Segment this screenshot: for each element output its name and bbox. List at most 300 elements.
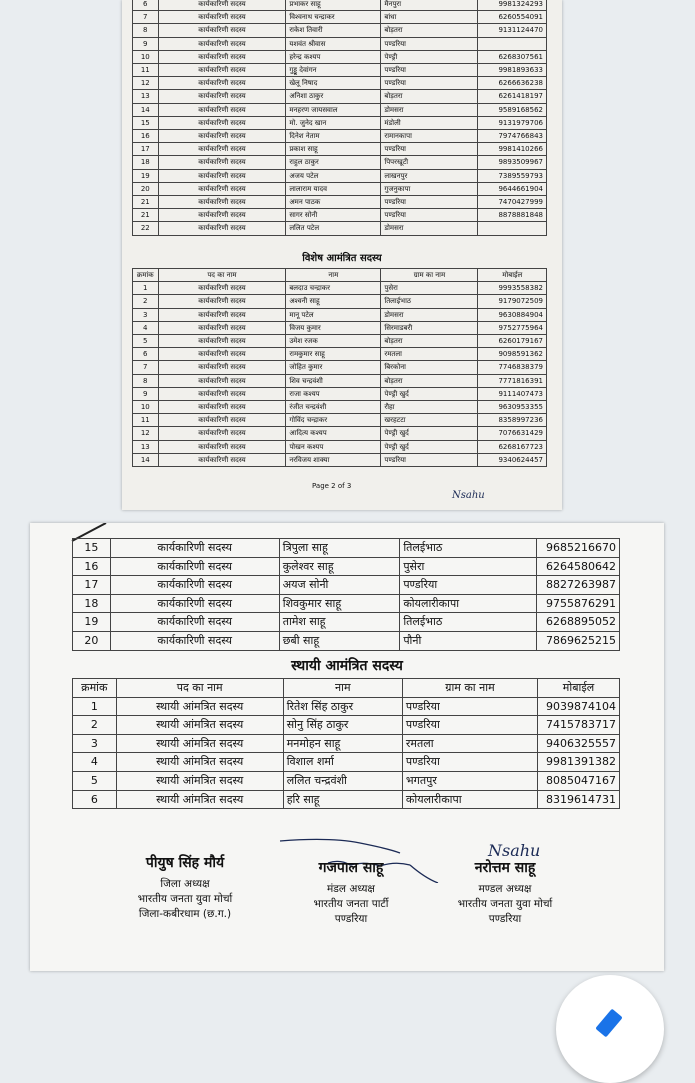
cell-mobile: 9981391382 [538,753,620,772]
table-row [73,790,620,809]
cell-post: स्थायी आंमत्रित सदस्य [116,716,283,735]
special-invited-heading: विशेष आमंत्रित सदस्य [302,253,382,264]
cell-post: कार्यकारिणी सदस्य [110,576,279,595]
cell-post: स्थायी आंमत्रित सदस्य [116,734,283,753]
table-row [133,37,547,50]
cell-post: कार्यकारिणी सदस्य [158,321,286,334]
cell-name: अजय पटेल [286,169,381,182]
cell-serial: 11 [133,64,159,77]
signatory-place: पण्डरिया [334,913,368,925]
cell-serial: 6 [73,790,117,809]
signatory-org: भारतीय जनता युवा मोर्चा [457,898,553,910]
cell-mobile: 8319614731 [538,790,620,809]
cell-name: रंजीत चन्द्रवंशी [286,401,381,414]
cell-name: अयज सोनी [279,576,400,595]
cell-village: रमतला [402,734,537,753]
cell-name: गोविंद चन्द्राकर [286,414,381,427]
document-page-2 [30,523,664,971]
cell-name: छबी साहू [279,631,400,650]
cell-post: कार्यकारिणी सदस्य [110,557,279,576]
header-post: पद का नाम [158,269,286,282]
cell-post: कार्यकारिणी सदस्य [158,24,286,37]
cell-post: कार्यकारिणी सदस्य [158,90,286,103]
table-row [73,557,620,576]
cell-serial: 12 [133,427,159,440]
cell-mobile: 9893509967 [478,156,547,169]
header-mobile: मोबाईल [478,269,547,282]
table-row [73,576,620,595]
table-row [133,401,547,414]
table-row [133,0,547,11]
cell-name: राजा कश्यप [286,387,381,400]
cell-post: कार्यकारिणी सदस्य [158,130,286,143]
signatory-name: पीयुष सिंह मौर्य [145,855,225,871]
cell-mobile: 9098591362 [478,348,547,361]
cell-village: रामानकापा [381,130,478,143]
table-row [133,414,547,427]
cell-mobile: 9406325557 [538,734,620,753]
cell-serial: 9 [133,37,159,50]
signatory-2 [276,861,426,927]
table-row [133,196,547,209]
header-mobile: मोबाईल [538,679,620,698]
cell-serial: 1 [133,282,159,295]
cell-post: कार्यकारिणी सदस्य [110,613,279,632]
cell-serial: 3 [133,308,159,321]
special-invited-table [132,268,547,467]
cell-post: कार्यकारिणी सदस्य [158,222,286,235]
cell-post: कार्यकारिणी सदस्य [110,631,279,650]
cell-village: भगतपुर [402,771,537,790]
table-row [133,427,547,440]
cell-mobile: 9685216670 [537,539,620,558]
table-row [133,182,547,195]
cell-serial: 18 [133,156,159,169]
cell-mobile: 9981410266 [478,143,547,156]
table-header-row [73,679,620,698]
header-village: ग्राम का नाम [402,679,537,698]
cell-mobile: 7076631429 [478,427,547,440]
cell-mobile: 8358997236 [478,414,547,427]
cell-serial: 6 [133,348,159,361]
table-row [73,734,620,753]
cell-village: पण्डरिया [381,37,478,50]
cell-village: पेण्ड्री [381,50,478,63]
cell-serial: 4 [133,321,159,334]
cell-post: कार्यकारिणी सदस्य [158,116,286,129]
header-serial: क्रमांक [73,679,117,698]
cell-serial: 9 [133,387,159,400]
cell-post: कार्यकारिणी सदस्य [110,594,279,613]
header-name: नाम [283,679,402,698]
cell-village: पण्डरिया [381,453,478,466]
cell-mobile: 9179072509 [478,295,547,308]
cell-name: सोनु सिंह ठाकुर [283,716,402,735]
cell-mobile: 9981893633 [478,64,547,77]
cell-post: कार्यकारिणी सदस्य [158,103,286,116]
cell-village: तिलईभाठ [400,539,537,558]
cell-serial: 1 [73,697,117,716]
table-row [133,103,547,116]
header-village: ग्राम का नाम [381,269,478,282]
cell-name: गुड्डू देवांगन [286,64,381,77]
cell-post: कार्यकारिणी सदस्य [158,64,286,77]
cell-name: हरेन्द्र कश्यप [286,50,381,63]
cell-mobile: 8827263987 [537,576,620,595]
cell-village: डोमसरा [381,308,478,321]
cell-post: कार्यकारिणी सदस्य [158,209,286,222]
cell-name: जोहित कुमार [286,361,381,374]
member-table-continued [72,538,620,651]
cell-name: दिनेश नेताम [286,130,381,143]
cell-village: पण्डरिया [381,77,478,90]
cell-name: बलदाउ चन्द्राकर [286,282,381,295]
header-name: नाम [286,269,381,282]
cell-village: बांधा [381,11,478,24]
cell-serial: 19 [133,169,159,182]
cell-mobile: 9039874104 [538,697,620,716]
cell-serial: 13 [133,90,159,103]
cell-village: बिरकोना [381,361,478,374]
table-row [133,169,547,182]
cell-mobile: 9589168562 [478,103,547,116]
cell-village: पण्डरिया [381,143,478,156]
cell-serial: 16 [133,130,159,143]
table-row [73,716,620,735]
table-row [133,64,547,77]
cell-serial: 3 [73,734,117,753]
cell-post: कार्यकारिणी सदस्य [110,539,279,558]
cell-mobile: 6261418197 [478,90,547,103]
cell-village: बोड़तरा [381,24,478,37]
table-row [133,156,547,169]
cell-post: कार्यकारिणी सदस्य [158,414,286,427]
cell-serial: 13 [133,440,159,453]
page-number: Page 2 of 3 [312,482,352,490]
cell-post: कार्यकारिणी सदस्य [158,335,286,348]
cell-mobile: 6266636238 [478,77,547,90]
table-row [133,387,547,400]
signature-mark: Nsahu [488,841,541,860]
table-row [133,282,547,295]
cell-village: पण्डरिया [402,716,537,735]
signatory-title: मण्डल अध्यक्ष [478,883,532,895]
cell-name: ललित पटेल [286,222,381,235]
cell-serial: 11 [133,414,159,427]
cell-name: मनमोहन साहू [283,734,402,753]
cell-village: पिपरखूटी [381,156,478,169]
cell-serial: 19 [73,613,111,632]
cell-village: तिलईभाठ [400,613,537,632]
table-row [73,631,620,650]
cell-post: कार्यकारिणी सदस्य [158,401,286,414]
cell-name: लालाराम यादव [286,182,381,195]
signatory-org: भारतीय जनता पार्टी [313,898,389,910]
cell-post: कार्यकारिणी सदस्य [158,282,286,295]
signatory-org: भारतीय जनता युवा मोर्चा [137,893,233,905]
cell-mobile: 9644661904 [478,182,547,195]
cell-post: कार्यकारिणी सदस्य [158,440,286,453]
edit-pencil-icon [595,1009,622,1038]
cell-name: तामेश साहू [279,613,400,632]
cell-serial: 15 [133,116,159,129]
cell-mobile: 9131124470 [478,24,547,37]
cell-serial: 21 [133,209,159,222]
cell-mobile: 6268167723 [478,440,547,453]
cell-mobile: 7470427999 [478,196,547,209]
cell-name: प्रकाश साहू [286,143,381,156]
signatory-name: गजपाल साहू [318,860,384,876]
table-header-row [133,269,547,282]
cell-name: शिवकुमार साहू [279,594,400,613]
cell-name: नरविजय शाक्या [286,453,381,466]
cell-serial: 14 [133,453,159,466]
cell-post: स्थायी आंमत्रित सदस्य [116,771,283,790]
table-row [133,222,547,235]
cell-post: कार्यकारिणी सदस्य [158,143,286,156]
cell-post: स्थायी आंमत्रित सदस्य [116,790,283,809]
cell-name: मनहरण जायसवाल [286,103,381,116]
cell-mobile: 9630884904 [478,308,547,321]
cell-post: कार्यकारिणी सदस्य [158,156,286,169]
cell-village: पुसेरा [381,282,478,295]
cell-village: पण्डरिया [402,753,537,772]
table-row [133,308,547,321]
document-page-1 [122,0,562,510]
table-row [133,143,547,156]
cell-village: कोयलारीकापा [402,790,537,809]
cell-name: त्रिपुला साहू [279,539,400,558]
cell-village: पेण्ड्री खुर्द [381,440,478,453]
cell-mobile: 9993558382 [478,282,547,295]
cell-serial: 14 [133,103,159,116]
table-row [73,539,620,558]
cell-village: तिलाईभाठ [381,295,478,308]
cell-name: यशवंत श्रीवास [286,37,381,50]
header-serial: क्रमांक [133,269,159,282]
cell-village: मंडोली [381,116,478,129]
cell-mobile: 6260179167 [478,335,547,348]
cell-village: पौनी [400,631,537,650]
cell-name: शिव चन्द्रवंशी [286,374,381,387]
edit-button[interactable] [556,975,664,1083]
cell-name: उमेश रजक [286,335,381,348]
cell-post: स्थायी आंमत्रित सदस्य [116,697,283,716]
cell-post: कार्यकारिणी सदस्य [158,387,286,400]
cell-mobile: 6264580642 [537,557,620,576]
cell-serial: 6 [133,0,159,11]
table-row [73,753,620,772]
cell-post: कार्यकारिणी सदस्य [158,374,286,387]
cell-name: सागर सोनी [286,209,381,222]
cell-village: पण्डरिया [381,209,478,222]
cell-serial: 5 [133,335,159,348]
cell-village: पुसेरा [400,557,537,576]
cell-serial: 20 [133,182,159,195]
cell-serial: 5 [73,771,117,790]
permanent-invited-table [72,678,620,809]
cell-village: पण्डरिया [381,196,478,209]
cell-serial: 12 [133,77,159,90]
cell-mobile: 9752775964 [478,321,547,334]
cell-serial: 22 [133,222,159,235]
cell-post: कार्यकारिणी सदस्य [158,11,286,24]
cell-village: रौहा [381,401,478,414]
cell-name: आदित्य कश्यप [286,427,381,440]
table-row [133,50,547,63]
cell-mobile [478,37,547,50]
table-row [73,594,620,613]
cell-village: पण्डरिया [381,64,478,77]
member-table-top [132,0,547,236]
cell-post: कार्यकारिणी सदस्य [158,77,286,90]
table-row [133,440,547,453]
cell-post: कार्यकारिणी सदस्य [158,308,286,321]
table-row [133,209,547,222]
cell-mobile: 9131979706 [478,116,547,129]
cell-village: पेण्ड्री खुर्द [381,427,478,440]
signatory-name: नरोत्तम साहू [474,860,536,876]
cell-mobile: 9340624457 [478,453,547,466]
cell-village: कोयलारीकापा [400,594,537,613]
signatory-title: जिला अध्यक्ष [160,878,210,890]
cell-village: खरहटटा [381,414,478,427]
signatory-place: पण्डरिया [488,913,522,925]
cell-mobile: 6268307561 [478,50,547,63]
signatory-title: मंडल अध्यक्ष [327,883,375,895]
cell-mobile: 9981324293 [478,0,547,11]
cell-post: कार्यकारिणी सदस्य [158,37,286,50]
cell-name: हरि साहू [283,790,402,809]
cell-serial: 17 [73,576,111,595]
cell-name: ललित चन्द्रवंशी [283,771,402,790]
cell-name: पोखन कश्यप [286,440,381,453]
cell-post: कार्यकारिणी सदस्य [158,295,286,308]
table-row [133,453,547,466]
cell-mobile: 6260554091 [478,11,547,24]
table-row [133,374,547,387]
cell-post: कार्यकारिणी सदस्य [158,427,286,440]
cell-village: सिरमाडबरी [381,321,478,334]
cell-mobile: 6268895052 [537,613,620,632]
cell-serial: 8 [133,24,159,37]
cell-village: बोड़तरा [381,90,478,103]
cell-mobile: 9111407473 [478,387,547,400]
cell-name: मो. जुनेद खान [286,116,381,129]
cell-name: अमन पाठक [286,196,381,209]
cell-village: पण्डरिया [402,697,537,716]
cell-mobile: 7389559793 [478,169,547,182]
cell-name: राकेश तिवारी [286,24,381,37]
cell-village: पण्डरिया [400,576,537,595]
cell-village: रमतला [381,348,478,361]
cell-name: कुलेश्वर साहू [279,557,400,576]
table-row [133,348,547,361]
cell-post: कार्यकारिणी सदस्य [158,50,286,63]
cell-name: रितेश सिंह ठाकुर [283,697,402,716]
cell-serial: 21 [133,196,159,209]
cell-serial: 18 [73,594,111,613]
cell-serial: 4 [73,753,117,772]
signatory-3 [430,861,580,927]
cell-village: बोड़तरा [381,335,478,348]
cell-name: राहुल ठाकुर [286,156,381,169]
cell-mobile: 7869625215 [537,631,620,650]
cell-village: लाखनपुर [381,169,478,182]
cell-mobile: 8878881848 [478,209,547,222]
table-row [73,613,620,632]
table-row [133,77,547,90]
cell-village: मैनपुरा [381,0,478,11]
cell-serial: 7 [133,11,159,24]
cell-serial: 17 [133,143,159,156]
cell-post: कार्यकारिणी सदस्य [158,0,286,11]
cell-name: प्रभाकर साहू [286,0,381,11]
cell-name: रामकुमार साहू [286,348,381,361]
table-row [133,11,547,24]
cell-name: अनिशा ठाकुर [286,90,381,103]
cell-post: कार्यकारिणी सदस्य [158,169,286,182]
cell-serial: 2 [133,295,159,308]
signatory-1 [110,856,260,922]
table-row [133,116,547,129]
table-row [133,130,547,143]
signatory-place: जिला-कबीरधाम (छ.ग.) [138,908,232,920]
cell-mobile: 7746838379 [478,361,547,374]
table-row [133,335,547,348]
cell-mobile: 9755876291 [537,594,620,613]
cell-serial: 8 [133,374,159,387]
table-row [133,24,547,37]
cell-mobile: 9630953355 [478,401,547,414]
cell-mobile: 7974766843 [478,130,547,143]
cell-village: डोमसरा [381,103,478,116]
cell-serial: 10 [133,401,159,414]
cell-village: पेण्ड्री खुर्द [381,387,478,400]
table-row [133,361,547,374]
cell-name: विजय कुमार [286,321,381,334]
table-row [133,90,547,103]
cell-serial: 15 [73,539,111,558]
cell-post: कार्यकारिणी सदस्य [158,453,286,466]
cell-name: अश्वनी साहू [286,295,381,308]
cell-mobile: 7771816391 [478,374,547,387]
cell-post: स्थायी आंमत्रित सदस्य [116,753,283,772]
cell-mobile [478,222,547,235]
cell-village: डोमसरा [381,222,478,235]
table-row [133,321,547,334]
cell-mobile: 7415783717 [538,716,620,735]
table-row [73,771,620,790]
cell-serial: 16 [73,557,111,576]
permanent-invited-heading: स्थायी आमंत्रित सदस्य [291,658,403,674]
cell-name: विश्वनाथ चन्द्राकर [286,11,381,24]
cell-name: खेलू निषाद [286,77,381,90]
cell-post: कार्यकारिणी सदस्य [158,348,286,361]
cell-serial: 2 [73,716,117,735]
table-row [133,295,547,308]
cell-village: गुजनुकापा [381,182,478,195]
cell-serial: 7 [133,361,159,374]
table-row [73,697,620,716]
cell-post: कार्यकारिणी सदस्य [158,361,286,374]
cell-post: कार्यकारिणी सदस्य [158,182,286,195]
header-post: पद का नाम [116,679,283,698]
cell-serial: 10 [133,50,159,63]
cell-post: कार्यकारिणी सदस्य [158,196,286,209]
cell-name: विशाल शर्मा [283,753,402,772]
cell-village: बोड़तरा [381,374,478,387]
